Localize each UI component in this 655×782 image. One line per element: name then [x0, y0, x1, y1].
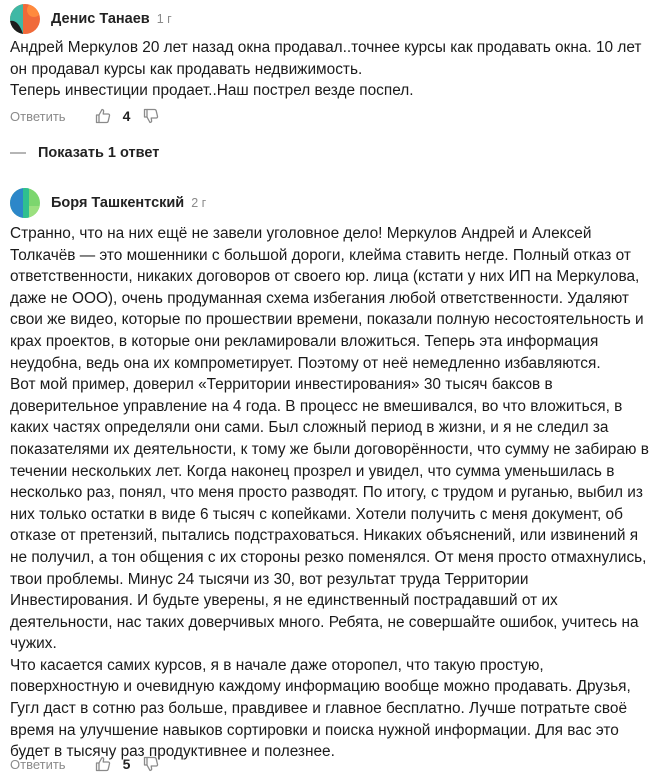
- comment-age: 2 г: [191, 196, 207, 210]
- comment-actions: [10, 756, 159, 772]
- thumb-up-icon[interactable]: [95, 108, 111, 124]
- thumb-down-icon[interactable]: [143, 108, 159, 124]
- comment-header: [10, 4, 172, 34]
- comment-text: [10, 37, 650, 102]
- comment-paragraph: Что касается самих курсов, я в начале даже оторопел, что такую простую, поверхностную и очевидную каждому информацию вообще можно продавать. Друзья, Гугл даст в сотню раз больше, правдивее и главное бесплатно. Лучше потратьте своё время на улучшение навыков сортировки и поиска нужной информации. Для вас это будет в тысячу раз продуктивнее и полезнее.: [10, 656, 631, 761]
- reply-button[interactable]: Ответить: [10, 108, 66, 124]
- comment-header: [10, 188, 206, 218]
- avatar-icon: [10, 188, 40, 218]
- comment-actions: [10, 108, 159, 124]
- author-name[interactable]: Денис Танаев: [51, 11, 150, 27]
- comment-age: 1 г: [156, 12, 172, 26]
- comment-paragraph: Вот мой пример, доверил «Территории инвестирования» 30 тысяч баксов в доверительное управление на 4 года. В процесс не вмешивался, во что вложиться, в каких частях определяли они сами. Был сложный период в жизни, и я не следил за показателями их деятельности, к тому же были договорённости, что сумму не забираю в течении нескольких лет. Когда наконец прозрел и увидел, что сумма уменьшилась в несколько раз, понял, что меня просто разводят. По итогу, с трудом и руганью, выбил из них только остатки в виде 6 тысяч с копейками. Хотели получить с меня документ, об отказе от претензий, пытались подстраховаться. Никаких объяснений, или извинений я не получил, а тон общения с их стороны резко поменялся. От меня просто отмахнулись, твои проблемы. Минус 24 тысячи из 30, вот результат труда Территории Инвестирования. И будьте уверены, я не единственный пострадавший от их деятельности, нас таких доверчивых много. Ребята, не совершайте ошибок, учитесь на чужих.: [10, 376, 649, 653]
- show-replies-button[interactable]: [10, 145, 159, 161]
- author-name[interactable]: Боря Ташкентский: [51, 195, 185, 211]
- like-count: 4: [122, 108, 131, 124]
- comment-paragraph: Теперь инвестиции продает..Наш пострел везде поспел.: [10, 82, 414, 100]
- divider: [10, 152, 26, 154]
- reply-button[interactable]: Ответить: [10, 756, 66, 772]
- thumb-up-icon[interactable]: [95, 756, 111, 772]
- comment-paragraph: Странно, что на них ещё не завели уголовное дело! Меркулов Андрей и Алексей Толкачёв — это мошенники с большой дороги, клейма ставить негде. Полный отказ от ответственности, никаких договоров от своего юр. лица (кстати у них ИП на Меркулова, даже не ООО), очень продуманная схема избегания любой ответственности. Удаляют свои же видео, которые по прошествии времени, показали полную несостоятельность и крах проектов, в которые они рекламировали вложиться. Теперь эта информация неудобна, ведь она их компрометирует. Поэтому от неё немедленно избавляются.: [10, 225, 644, 372]
- like-count: 5: [122, 756, 131, 772]
- thumb-down-icon[interactable]: [143, 756, 159, 772]
- avatar-icon: [10, 4, 40, 34]
- avatar[interactable]: [10, 188, 40, 218]
- show-replies-label: Показать 1 ответ: [38, 145, 160, 161]
- comment-text: [10, 223, 650, 763]
- avatar[interactable]: [10, 4, 40, 34]
- comment-paragraph: Андрей Меркулов 20 лет назад окна продавал..точнее курсы как продавать окна. 10 лет он продавал курсы как продавать недвижимость.: [10, 39, 642, 78]
